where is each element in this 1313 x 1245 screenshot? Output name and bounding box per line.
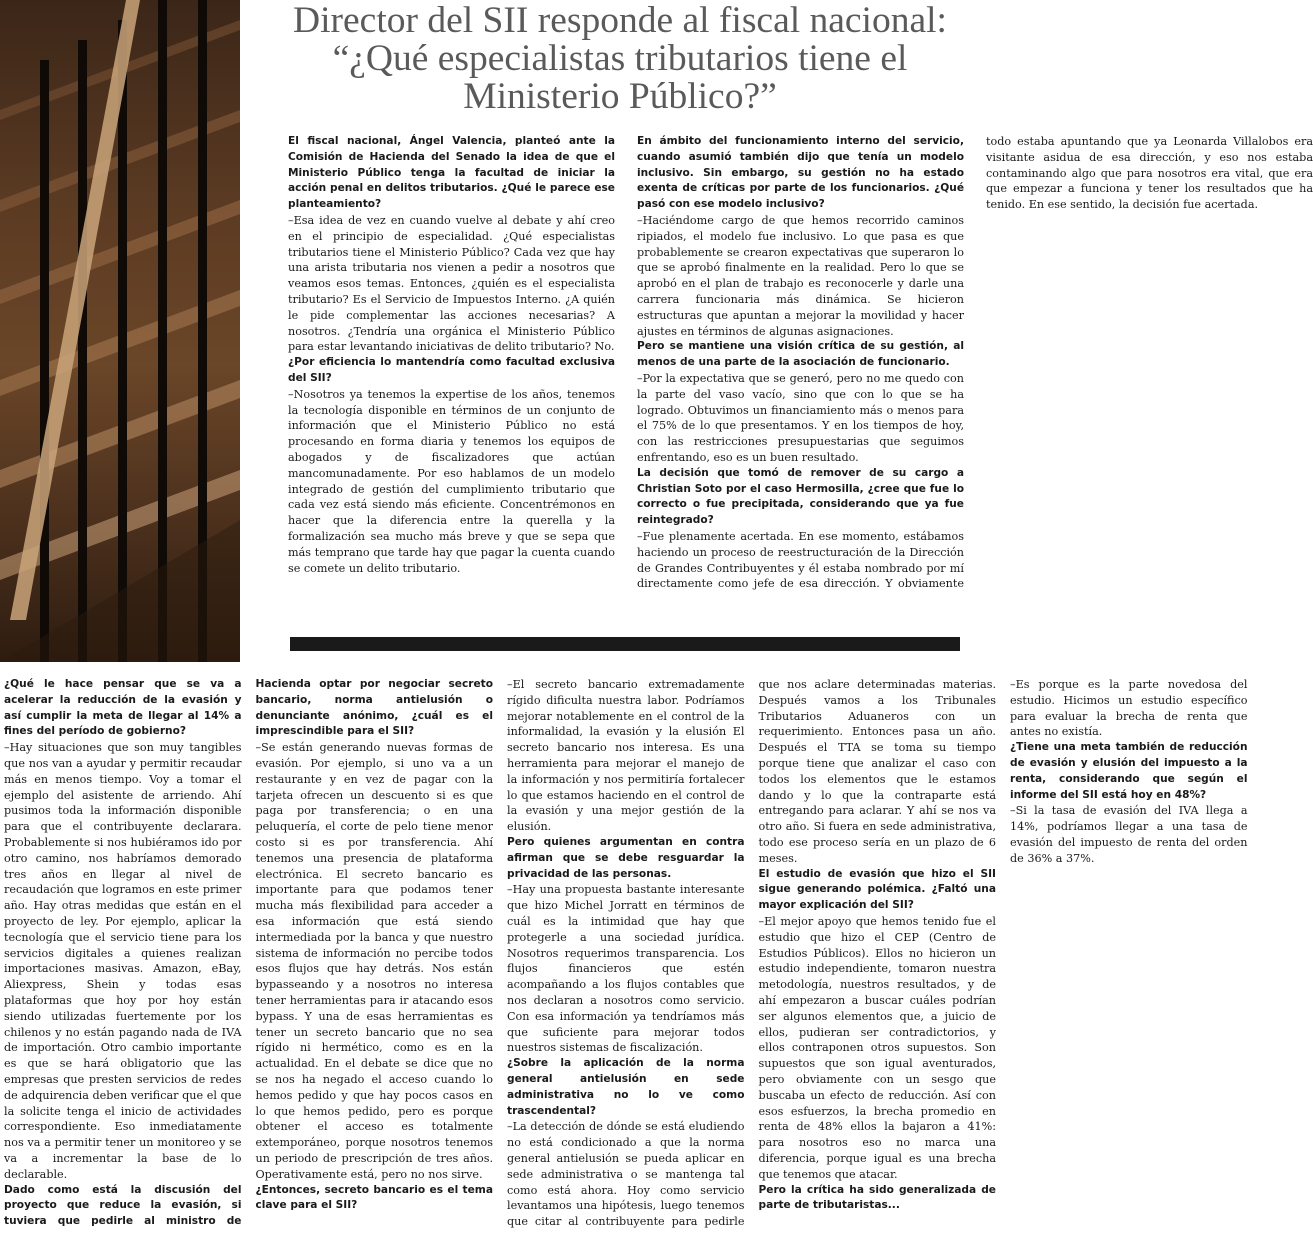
answer: –Haciéndome cargo de que hemos recorrido caminos ripiados, el modelo fue inclusivo. Lo que pasa es que probablemente se crearon expectativas que superaron lo que se aprobó finalmente en la realidad. Pero lo que se aprobó en el plan de trabajo es reconocerle y darle una carrera funcionaria más dinámica. Se hicieron estructuras que apuntan a mejorar la movilidad y hacer ajustes en términos de algunas asignaciones. [637, 213, 964, 338]
question: ¿Sobre la aplicación de la norma general antielusión en sede administrativa no lo ve como trascendental? [507, 1057, 745, 1117]
question: ¿Entonces, secreto bancario es el tema clave para el SII? [255, 1183, 493, 1212]
headline-line-2: “¿Qué especialistas tributarios tiene el [332, 38, 908, 79]
answer: –Hay una propuesta bastante interesante que hizo Michel Jorratt en términos de cuál es la intimidad que hay que protegerle a una sociedad jurídica. Nosotros requerimos transparencia. Los flujos financieros que estén acompañando a los flujos contables que nos declaran a nosotros como servicio. Con esa información ya tendríamos más que suficiente para mejorar todos nuestros sistemas de fiscalización. [507, 883, 745, 1055]
answer: –El mejor apoyo que hemos tenido fue el estudio que hizo el CEP (Centro de Estudios Públicos). Ellos no hicieron un estudio independiente, tomaron nuestra metodología, nuestros resultados, y de ahí empezaron a buscar cuáles podrían ser algunos elementos que, a juicio de ellos, pudieran ser contradictorios, y ellos contraponen otros supuestos. Son supuestos que son igual aventurados, pero obviamente con un sesgo que buscaba un efecto de reducción. Así con esos esfuerzos, la brecha promedio en renta de 48% ellos la bajaron a 41%: para nosotros eso no marca una diferencia, porque igual es una brecha que tenemos que atacar. [758, 914, 996, 1181]
question: Pero la crítica ha sido generalizada de parte de tributaristas... [758, 1183, 996, 1212]
question: ¿Qué le hace pensar que se va a acelerar la reducción de la evasión y así cumplir la meta de llegar al 14% a fines del período de gobierno? [4, 678, 242, 738]
answer: –Se están generando nuevas formas de evasión. Por ejemplo, si uno va a un restaurante y en vez de pagar con la tarjeta ofrecen un descuento si es que paga por transferencia; o en una peluquería, el corte de pelo tiene menor costo si es por transferencia. Ahí tenemos una presencia de plataforma electrónica. El secreto bancario es importante para que podamos tener mucha más flexibilidad para acceder a esa información que está siendo intermediada por la banca y que nuestro sistema de información no percibe todos esos flujos que hay detrás. Nos están bypasseando y a nosotros no interesa tener herramientas para ir atacando esos bypass. Y una de esas herramientas es tener un secreto bancario que no sea rígido ni hermético, como es en la actualidad. En el debate se dice que no se nos ha negado el acceso cuando lo hemos pedido y que hay pocos casos en lo que hemos pedido, pero es porque obtener el acceso es totalmente extemporáneo, porque nosotros tenemos un periodo de prescripción de tres años. Operativamente está, pero no nos sirve. [255, 741, 493, 1181]
answer: –Hay situaciones que son muy tangibles que nos van a ayudar y permitir recaudar más en menos tiempo. Voy a tomar el ejemplo del asistente de arriendo. Ahí pusimos toda la información disponible para que el contribuyente declarara. Probablemente si nos hubiéramos ido por otro camino, nos habríamos demorado tres años en llegar al nivel de recaudación que logramos en este primer año. Hay otras medidas que están en el proyecto de ley. Por ejemplo, aplicar la tecnología que el servicio tiene para los servicios digitales a quienes realizan importaciones masivas. Amazon, eBay, Aliexpress, Shein y todas esas plataformas que hoy por hoy están siendo utilizadas fuertemente por los chilenos y no están pagando nada de IVA de importación. Otro cambio importante es que se hará obligatorio que las empresas que presten servicios de redes de adquirencia deben verificar que el que la solicite tenga el inicio de actividades correspondiente. Eso inmediatamente nos va a permitir tener un monitoreo y se va a incrementar la base de lo declarable. [4, 741, 242, 1181]
answer: –El secreto bancario extremadamente rígido dificulta nuestra labor. Podríamos mejorar notablemente en el control de la informalidad, la evasión y la elusión El secreto bancario nos interesa. Es una herramienta para mejorar el manejo de la información y nos permitiría fortalecer lo que estamos haciendo en el control de la evasión y una mejor gestión de la elusión. [507, 678, 745, 834]
section-divider [290, 637, 960, 651]
question: Pero quienes argumentan en contra afirman que se debe resguardar la privacidad de las personas. [507, 835, 745, 880]
question: El fiscal nacional, Ángel Valencia, planteó ante la Comisión de Hacienda del Senado la idea de que el Ministerio Público tenga la facultad de iniciar la acción penal en delitos tributarios. ¿Qué le parece ese planteamiento? [288, 135, 615, 211]
answer: –Esa idea de vez en cuando vuelve al debate y ahí creo en el principio de especialidad. ¿Qué especialistas tributarios tiene el Ministerio Público? Cada vez que hay una arista tributaria nos vienen a pedir a nosotros que veamos esos temas. Entonces, ¿quién es el especialista tributario? Es el Servicio de Impuestos Interno. ¿A quién le pide complementar las acciones necesarias? A nosotros. ¿Tendría una orgánica el Ministerio Público para estar levantando iniciativas de delito tributario? No. [288, 213, 615, 354]
answer: –Si la tasa de evasión del IVA llega a 14%, podríamos llegar a una tasa de evasión del impuesto de renta del orden de 36% a 37%. [1010, 804, 1248, 865]
staircase-illustration [0, 0, 240, 662]
answer: –Por la expectativa que se generó, pero no me quedo con la parte del vaso vacío, sino que con lo que se ha logrado. Obtuvimos un financiamiento más o menos para el 75% de lo que presentamos. Y en los tiempos de hoy, con las restricciones presupuestarias que seguimos enfrentando, eso es un buen resultado. [637, 371, 964, 464]
staircase-photo [0, 0, 240, 662]
intro-interview [288, 134, 1313, 604]
headline-line-3: Ministerio Público?” [463, 76, 777, 117]
headline-line-1: Director del SII responde al fiscal nacional: [293, 0, 947, 41]
question: ¿Por eficiencia lo mantendría como facultad exclusiva del SII? [288, 356, 615, 384]
answer: –Nosotros ya tenemos la expertise de los años, tenemos la tecnología disponible en términos de un conjunto de información que el Ministerio Público no está procesando en forma diaria y tenemos los equipos de abogados y de fiscalizadores que actúan mancomunadamente. Por eso hablamos de un modelo integrado de gestión del cumplimiento tributario que cada vez está siendo más eficiente. Concentrémonos en hacer que la diferencia entre la querella y la formalización sea mucho más breve y que se sepa que más temprano que tarde hay que pagar la cuenta cuando se comete un delito tributario. [288, 387, 615, 575]
answer: –Fue plenamente acertada. En ese momento, estábamos haciendo un proceso de reestructuración de la Dirección de Grandes Contribuyentes y él estaba nombrado por mí directamente como jefe de esa dirección. Y obviamente todo estaba apuntando que ya Leonarda Villalobos era visitante asidua de esa dirección, y eso nos estaba contaminando algo que para nosotros era vital, que era que empezar a funciona y tener los resultados que ha tenido. En ese sentido, la decisión fue acertada. [637, 135, 1313, 591]
answer: –Es porque es la parte novedosa del estudio. Hicimos un estudio específico para evaluar la brecha de renta que antes no existía. [1010, 678, 1248, 739]
question: La decisión que tomó de remover de su cargo a Christian Soto por el caso Hermosilla, ¿cree que fue lo correcto o fue precipitada, considerando que ya fue reintegrado? [637, 466, 964, 527]
answer: –La detección de dónde se está eludiendo no está condicionado a que la norma general antielusión se pueda aplicar en sede administrativa o se mantenga tal como está ahora. Hoy como servicio levantamos una hipótesis, luego tenemos que citar al contribuyente para pedirle que nos aclare determinadas materias. Después vamos a los Tribunales Tributarios Aduaneros con un requerimiento. Entonces pasa un año. Después el TTA se toma su tiempo porque tiene que analizar el caso con todos los elementos que le estamos dando y lo que la contraparte está entregando para aclarar. Y ahí se nos va otro año. Si fuera en sede administrativa, todo ese proceso sería en un plazo de 6 meses. [507, 678, 996, 1229]
question: Dado como está la discusión del proyecto que reduce la evasión, si tuviera que pedirle al ministro de Hacienda optar por negociar secreto bancario, norma antielusión o denunciante anónimo, ¿cuál es el imprescindible para el SII? [4, 678, 493, 1228]
question: ¿Tiene una meta también de reducción de evasión y elusión del impuesto a la renta, considerando que según el informe del SII está hoy en 48%? [1010, 741, 1248, 801]
headline [250, 2, 990, 116]
question: En ámbito del funcionamiento interno del servicio, cuando asumió también dijo que tenía un modelo inclusivo. Sin embargo, su gestión no ha estado exenta de críticas por parte de los funcionarios. ¿Qué pasó con ese modelo inclusivo? [637, 135, 964, 211]
question: El estudio de evasión que hizo el SII sigue generando polémica. ¿Faltó una mayor explicación del SII? [758, 867, 996, 912]
question: Pero se mantiene una visión crítica de su gestión, al menos de una parte de la asociación de funcionario. [637, 340, 964, 369]
main-interview [4, 677, 1248, 1239]
